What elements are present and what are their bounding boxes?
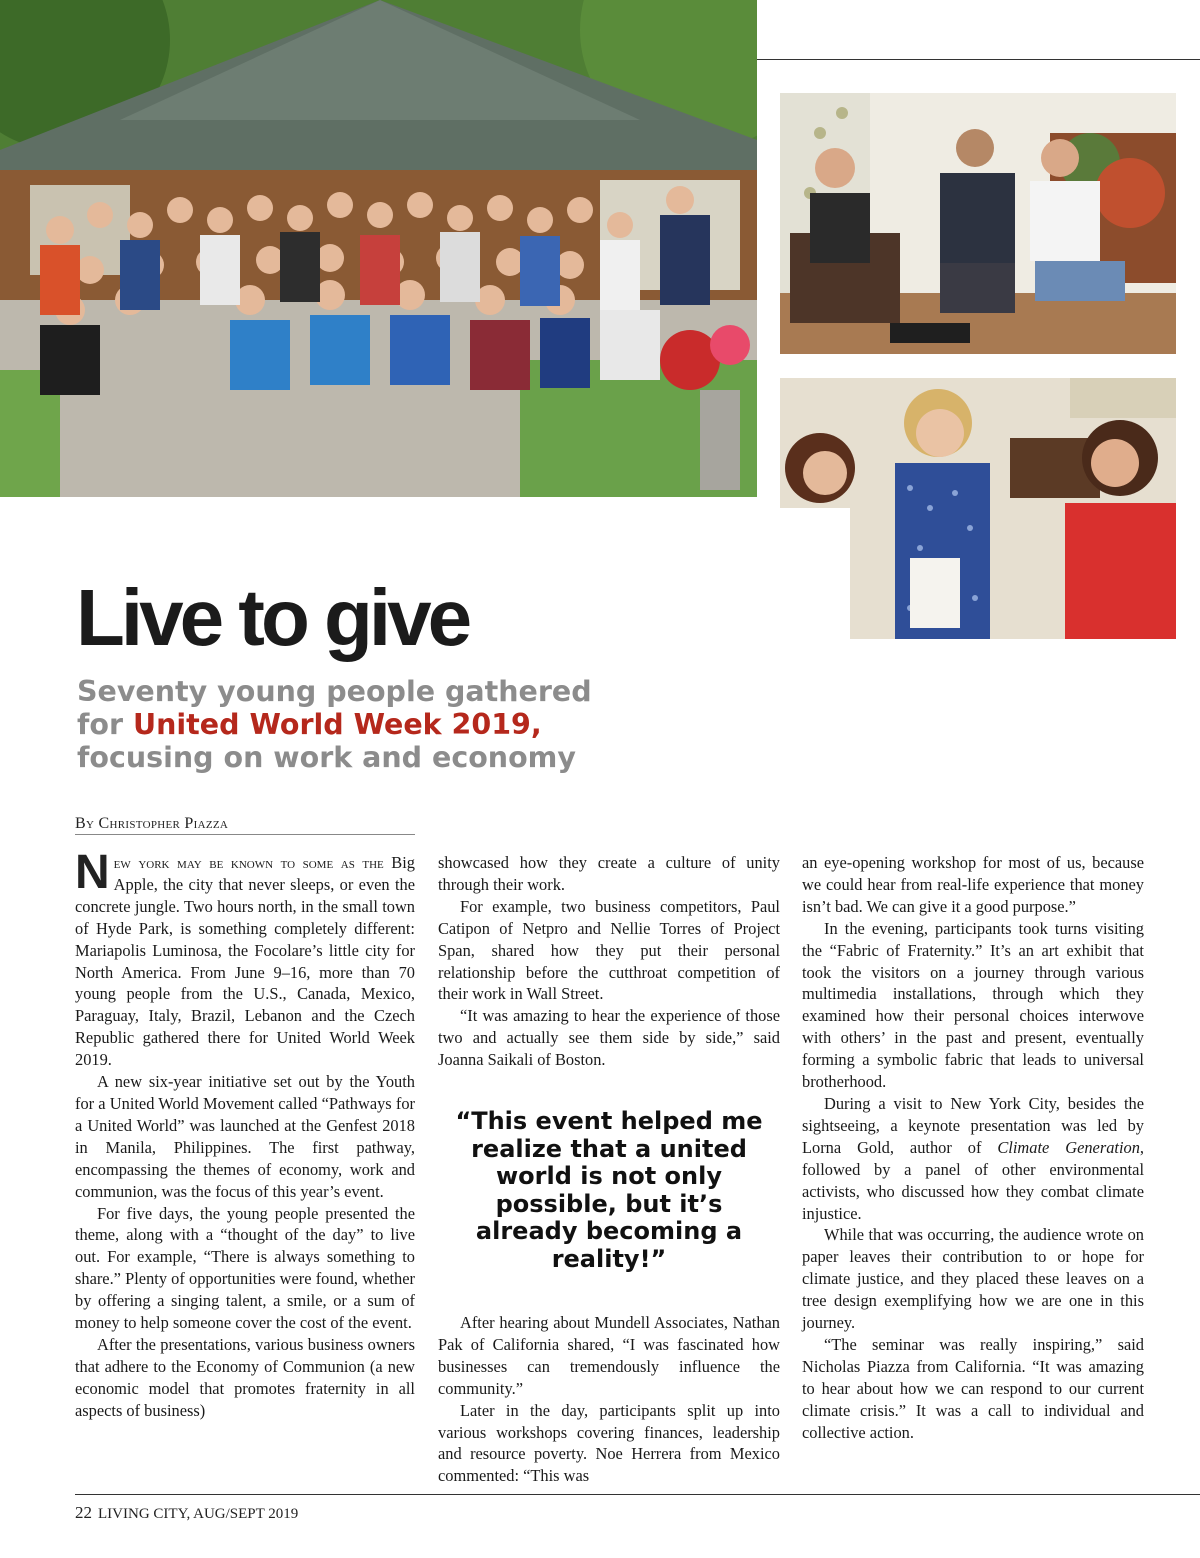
paragraph: For example, two business competitors, Paul Catipon of Netpro and Nellie Torres of Project Span, shared how they put their personal relationship before the cutthroat competition of their work in Wall Street. <box>438 896 780 1004</box>
page-number: 22 <box>75 1503 92 1522</box>
footer-divider <box>75 1494 1200 1495</box>
byline-divider <box>75 834 415 835</box>
column-3 <box>802 852 1144 1443</box>
drop-cap: N <box>75 846 110 899</box>
paragraph-text: Big Apple, the city that never sleeps, or even the concrete jungle. Two hours north, in the small town of Hyde Park, is something completely different: Mariapolis Luminosa, the Focolare’s little city for North America. From June 9–16, more than 70 young people from the U.S., Canada, Mexico, Paraguay, Italy, Brazil, Lebanon and the Czech Republic gathered there for United World Week 2019. <box>75 853 415 1070</box>
paragraph-text: , followed by a panel of other environmental activists, who discussed how they combat climate injustice. <box>802 1137 1144 1223</box>
publication-info: LIVING CITY, AUG/SEPT 2019 <box>98 1506 299 1522</box>
book-title: Climate Generation <box>997 1137 1140 1157</box>
byline: By Christopher Piazza <box>75 815 229 832</box>
headline: Live to give <box>76 573 469 662</box>
column-2 <box>438 852 780 1071</box>
paragraph: For five days, the young people presented the theme, along with a “thought of the day” to live out. For example, “There is always something to share.” Plenty of opportunities were found, whether by offering a singing talent, a smile, or a sum of money to help someone cover the cost of the event. <box>75 1203 415 1333</box>
paragraph-text: During a visit to New York City, besides the sightseeing, a keynote presentation was led by Lorna Gold, author of <box>802 1093 1144 1157</box>
paragraph: Later in the day, participants split up into various workshops covering finances, leadership and resource poverty. Noe Herrera from Mexico commented: “This was <box>438 1400 780 1486</box>
paragraph: While that was occurring, the audience wrote on paper leaves their contribution to or hope for climate justice, and they placed these leaves on a tree design exemplifying how we are one in this journey. <box>802 1225 1144 1333</box>
paragraph: In the evening, participants took turns visiting the “Fabric of Fraternity.” It’s an art exhibit that took the visitors on a journey through various multimedia installations, through which they examined how their personal choices interwove with others’ in the past and present, eventually forming a symbolic fabric that leads to universal brotherhood. <box>802 918 1144 1092</box>
paragraph: After the presentations, various business owners that adhere to the Economy of Communion (a new economic model that promotes fraternity in all aspects of business) <box>75 1334 415 1420</box>
page-footer <box>75 1503 298 1523</box>
subhead-text-end: focusing on work and economy <box>77 741 576 774</box>
panel-photo <box>780 93 1176 354</box>
paragraph: an eye-opening workshop for most of us, because we could hear from real-life experience that money isn’t bad. We can give it a good purpose.” <box>802 853 1144 916</box>
top-divider <box>757 59 1200 60</box>
paragraph: showcased how they create a culture of unity through their work. <box>438 853 780 894</box>
subhead-text: Seventy young people gathered for <box>77 675 592 741</box>
conversation-photo <box>780 378 1176 639</box>
column-2-continued <box>438 1312 780 1487</box>
subhead-accent: United World Week 2019, <box>132 708 542 741</box>
subhead <box>77 675 637 774</box>
lead-in: ew york may be known to some as the <box>113 853 384 872</box>
paragraph: “It was amazing to hear the experience of those two and actually see them side by side,” said Joanna Saikali of Boston. <box>438 1006 780 1070</box>
paragraph <box>802 1093 1144 1224</box>
paragraph <box>75 846 415 1071</box>
group-photo <box>0 0 757 497</box>
pull-quote: “This event helped me realize that a united world is not only possible, but it’s already becoming a reality!” <box>455 1107 763 1273</box>
column-1 <box>75 846 415 1422</box>
paragraph: “The seminar was really inspiring,” said Nicholas Piazza from California. “It was amazing to hear about how we can respond to our current climate crisis.” It was a call to individual and collective action. <box>802 1334 1144 1442</box>
paragraph: A new six-year initiative set out by the Youth for a United World Movement called “Pathways for a United World” was launched at the Genfest 2018 in Manila, Philippines. The first pathway, encompassing the themes of economy, work and communion, was the focus of this year’s event. <box>75 1072 415 1201</box>
paragraph: After hearing about Mundell Associates, Nathan Pak of California shared, “I was fascinated how businesses can tremendously influence the community.” <box>438 1313 780 1398</box>
